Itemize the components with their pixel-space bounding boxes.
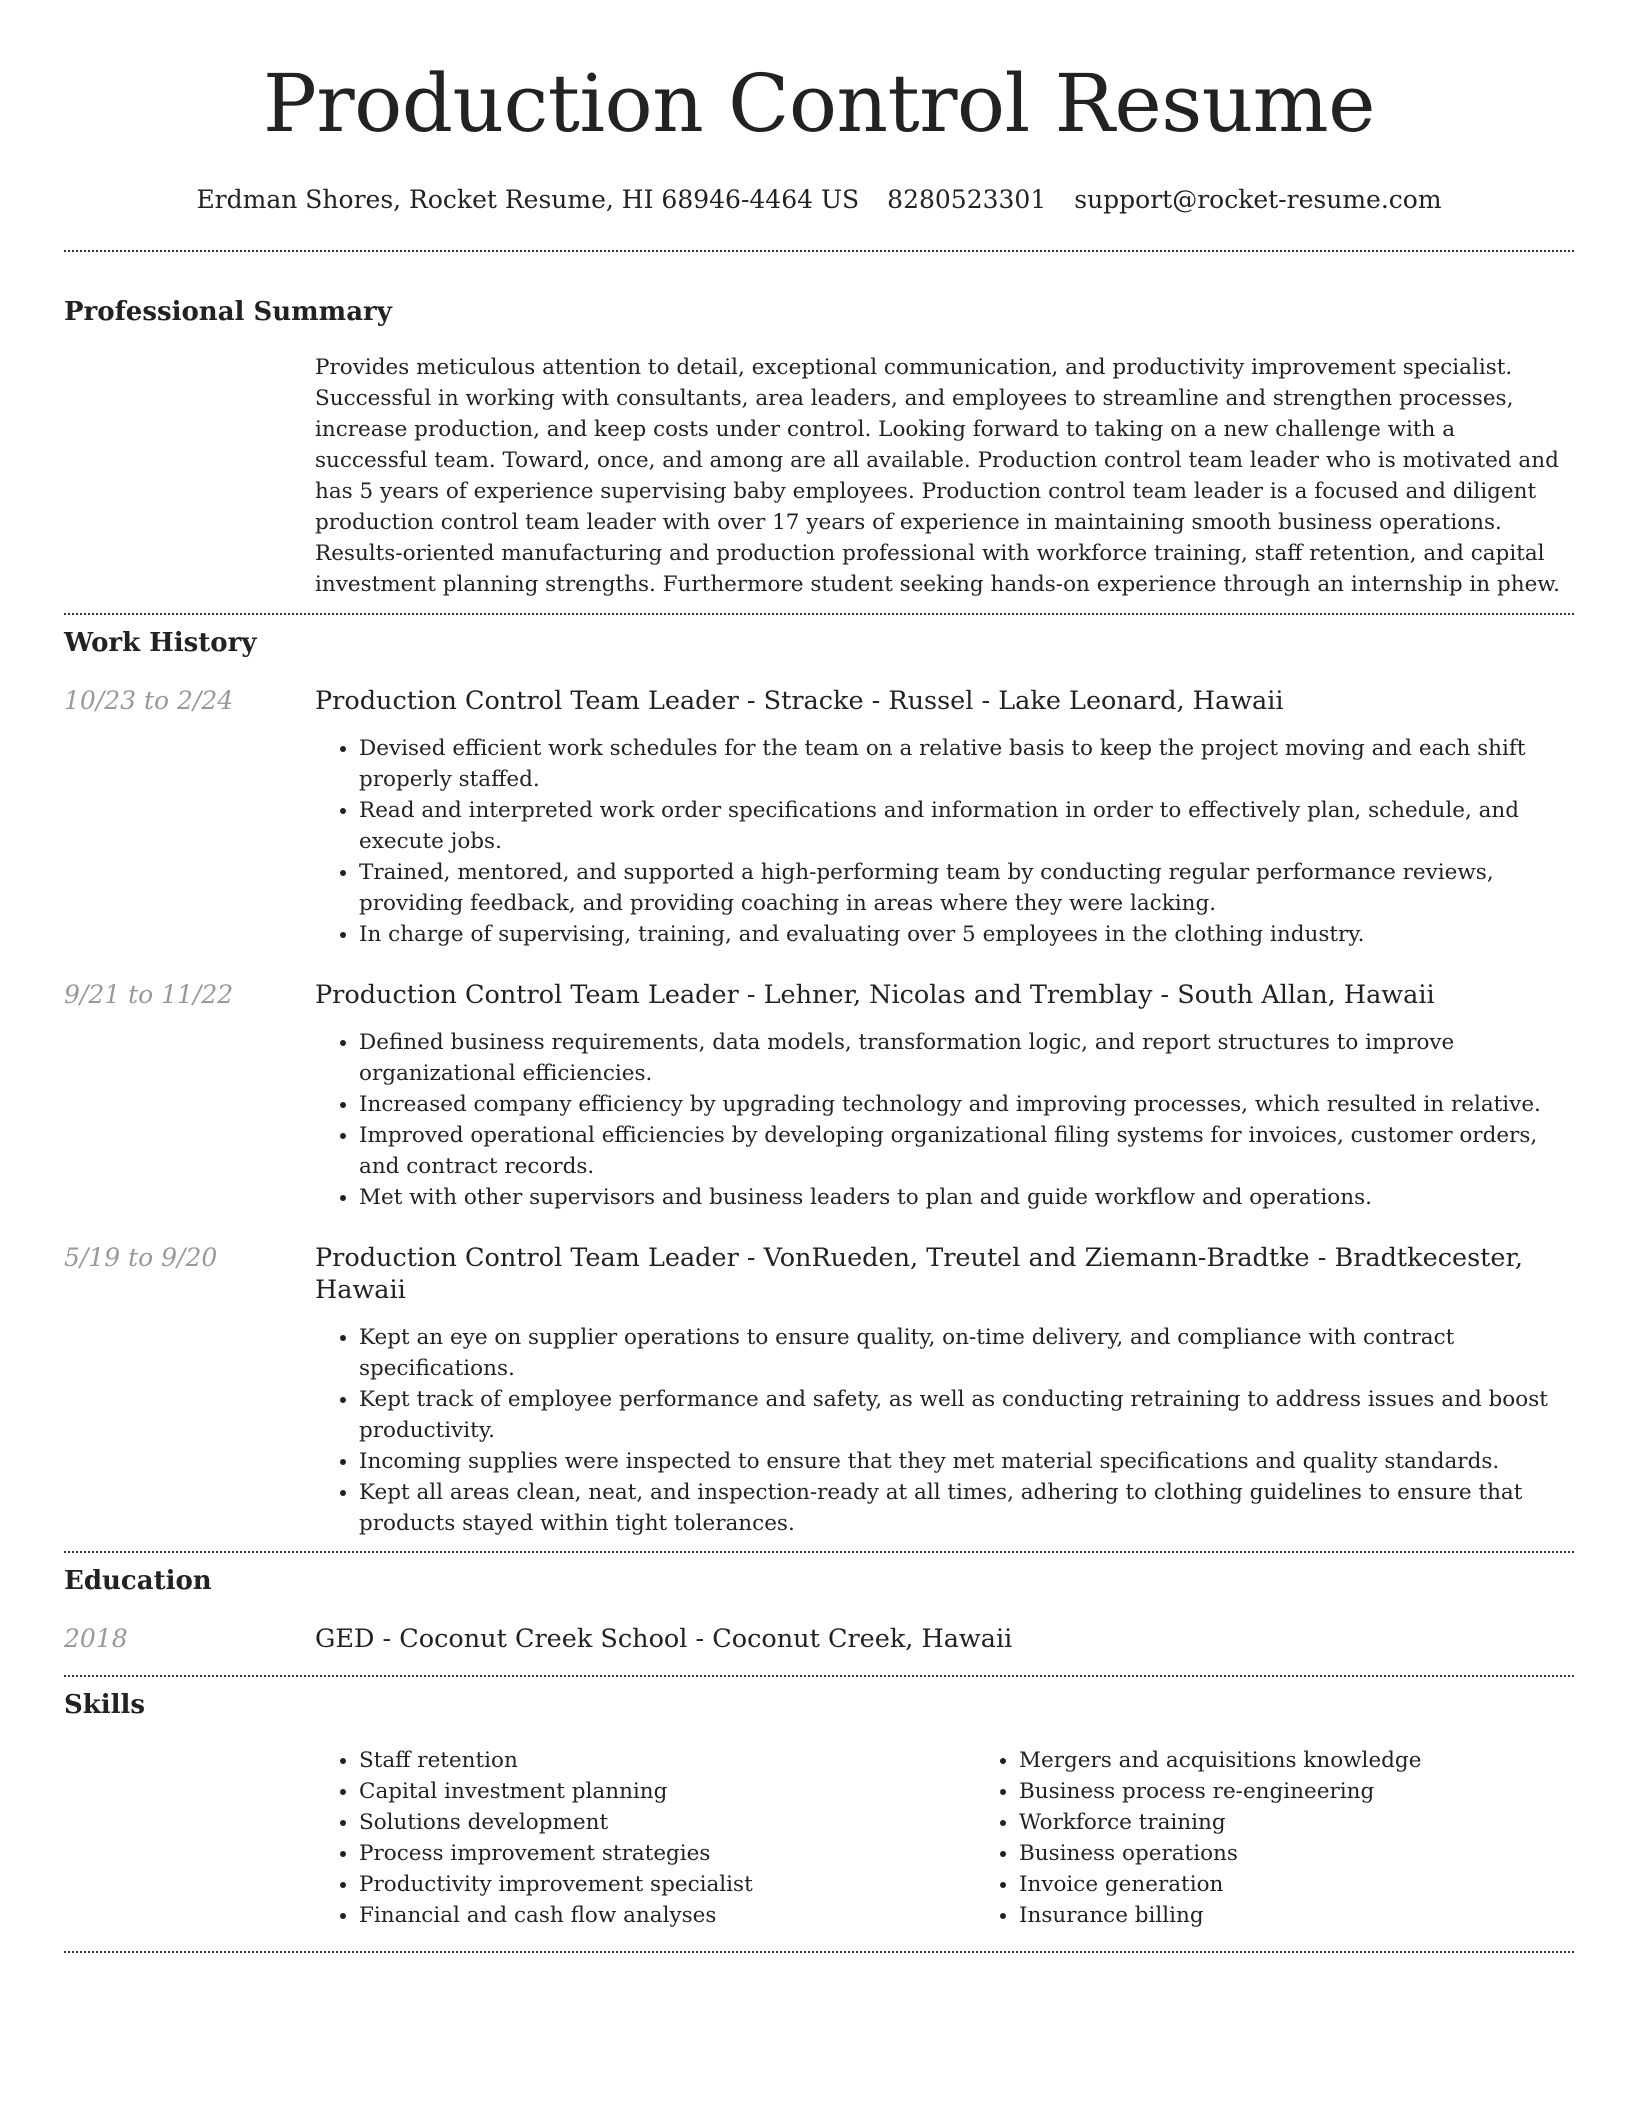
education-date: 2018 xyxy=(64,1624,128,1653)
list-item: • Productivity improvement specialist xyxy=(359,1869,975,1900)
section-title-summary: Professional Summary xyxy=(64,297,392,327)
summary-section xyxy=(64,296,1574,600)
education-entry xyxy=(64,1623,1574,1655)
list-item: • Kept an eye on supplier operations to ensure quality, on-time delivery, and compliance with contract specifications. xyxy=(359,1322,1574,1384)
contact-phone: 8280523301 xyxy=(887,185,1047,214)
skills-list-right xyxy=(975,1745,1632,1931)
list-item: • Improved operational efficiencies by developing organizational filing systems for invoices, customer orders, and contract records. xyxy=(359,1120,1574,1182)
job-dates: 9/21 to 11/22 xyxy=(64,980,234,1009)
job-dates: 5/19 to 9/20 xyxy=(64,1243,218,1272)
divider xyxy=(64,1951,1574,1953)
list-item: • Solutions development xyxy=(359,1807,975,1838)
list-item: • Business operations xyxy=(1019,1838,1632,1869)
list-item: • Invoice generation xyxy=(1019,1869,1632,1900)
list-item: • Increased company efficiency by upgrading technology and improving processes, which resulted in relative. xyxy=(359,1089,1574,1120)
education-section xyxy=(64,1565,1574,1655)
contact-line xyxy=(64,184,1574,216)
summary-text: Provides meticulous attention to detail, exceptional communication, and productivity improvement specialist. Successful in working with consultants, area leaders, and employees to streamline and strengthen processes, increase production, and keep costs under control. Looking forward to taking on a new challenge with a successful team. Toward, once, and among are all available. Production control team leader who is motivated and has 5 years of experience supervising baby employees. Production control team leader is a focused and diligent production control team leader with over 17 years of experience in maintaining smooth business operations. Results-oriented manufacturing and production professional with workforce training, staff retention, and capital investment planning strengths. Furthermore student seeking hands-on experience through an internship in phew. xyxy=(315,355,1560,597)
job-heading: Production Control Team Leader - Lehner, Nicolas and Tremblay - South Allan, Hawaii xyxy=(315,980,1435,1010)
list-item: • Capital investment planning xyxy=(359,1776,975,1807)
resume-title: Production Control Resume xyxy=(263,57,1375,150)
list-item: • Devised efficient work schedules for the team on a relative basis to keep the project moving and each shift properly staffed. xyxy=(359,733,1574,795)
list-item: • Workforce training xyxy=(1019,1807,1632,1838)
divider xyxy=(64,250,1574,252)
list-item: • Incoming supplies were inspected to ensure that they met material specifications and quality standards. xyxy=(359,1446,1574,1477)
section-title-education: Education xyxy=(64,1566,212,1596)
job-heading: Production Control Team Leader - VonRueden, Treutel and Ziemann-Bradtke - Bradtkecester, Hawaii xyxy=(315,1243,1524,1305)
job-bullets xyxy=(315,1027,1574,1213)
contact-address: Erdman Shores, Rocket Resume, HI 68946-4464 US xyxy=(196,185,860,214)
resume-page xyxy=(64,0,1574,1953)
list-item: • Read and interpreted work order specifications and information in order to effectively plan, schedule, and execute jobs. xyxy=(359,795,1574,857)
divider xyxy=(64,613,1574,615)
list-item: • Met with other supervisors and business leaders to plan and guide workflow and operations. xyxy=(359,1182,1574,1213)
education-heading: GED - Coconut Creek School - Coconut Creek, Hawaii xyxy=(315,1624,1013,1654)
list-item: • Financial and cash flow analyses xyxy=(359,1900,975,1931)
list-item: • Defined business requirements, data models, transformation logic, and report structures to improve organizational efficiencies. xyxy=(359,1027,1574,1089)
list-item: • Mergers and acquisitions knowledge xyxy=(1019,1745,1632,1776)
job-entry xyxy=(64,685,1574,950)
divider xyxy=(64,1675,1574,1677)
contact-email: support@rocket-resume.com xyxy=(1074,185,1442,214)
list-item: • Kept track of employee performance and safety, as well as conducting retraining to address issues and boost productivity. xyxy=(359,1384,1574,1446)
list-item: • Staff retention xyxy=(359,1745,975,1776)
skills-section xyxy=(64,1689,1574,1931)
list-item: • Business process re-engineering xyxy=(1019,1776,1632,1807)
list-item: • Kept all areas clean, neat, and inspection-ready at all times, adhering to clothing guidelines to ensure that products stayed within tight tolerances. xyxy=(359,1477,1574,1539)
list-item: • Trained, mentored, and supported a high-performing team by conducting regular performance reviews, providing feedback, and providing coaching in areas where they were lacking. xyxy=(359,857,1574,919)
divider xyxy=(64,1551,1574,1553)
job-dates: 10/23 to 2/24 xyxy=(64,686,234,715)
job-heading: Production Control Team Leader - Stracke - Russel - Lake Leonard, Hawaii xyxy=(315,686,1284,716)
list-item: • Process improvement strategies xyxy=(359,1838,975,1869)
job-entry xyxy=(64,1242,1574,1539)
section-title-work-history: Work History xyxy=(64,628,257,658)
job-bullets xyxy=(315,733,1574,950)
list-item: • In charge of supervising, training, and evaluating over 5 employees in the clothing industry. xyxy=(359,919,1574,950)
job-bullets xyxy=(315,1322,1574,1539)
skills-list-left xyxy=(315,1745,975,1931)
job-entry xyxy=(64,979,1574,1213)
section-title-skills: Skills xyxy=(64,1690,146,1720)
work-history-section xyxy=(64,627,1574,1539)
list-item: • Insurance billing xyxy=(1019,1900,1632,1931)
